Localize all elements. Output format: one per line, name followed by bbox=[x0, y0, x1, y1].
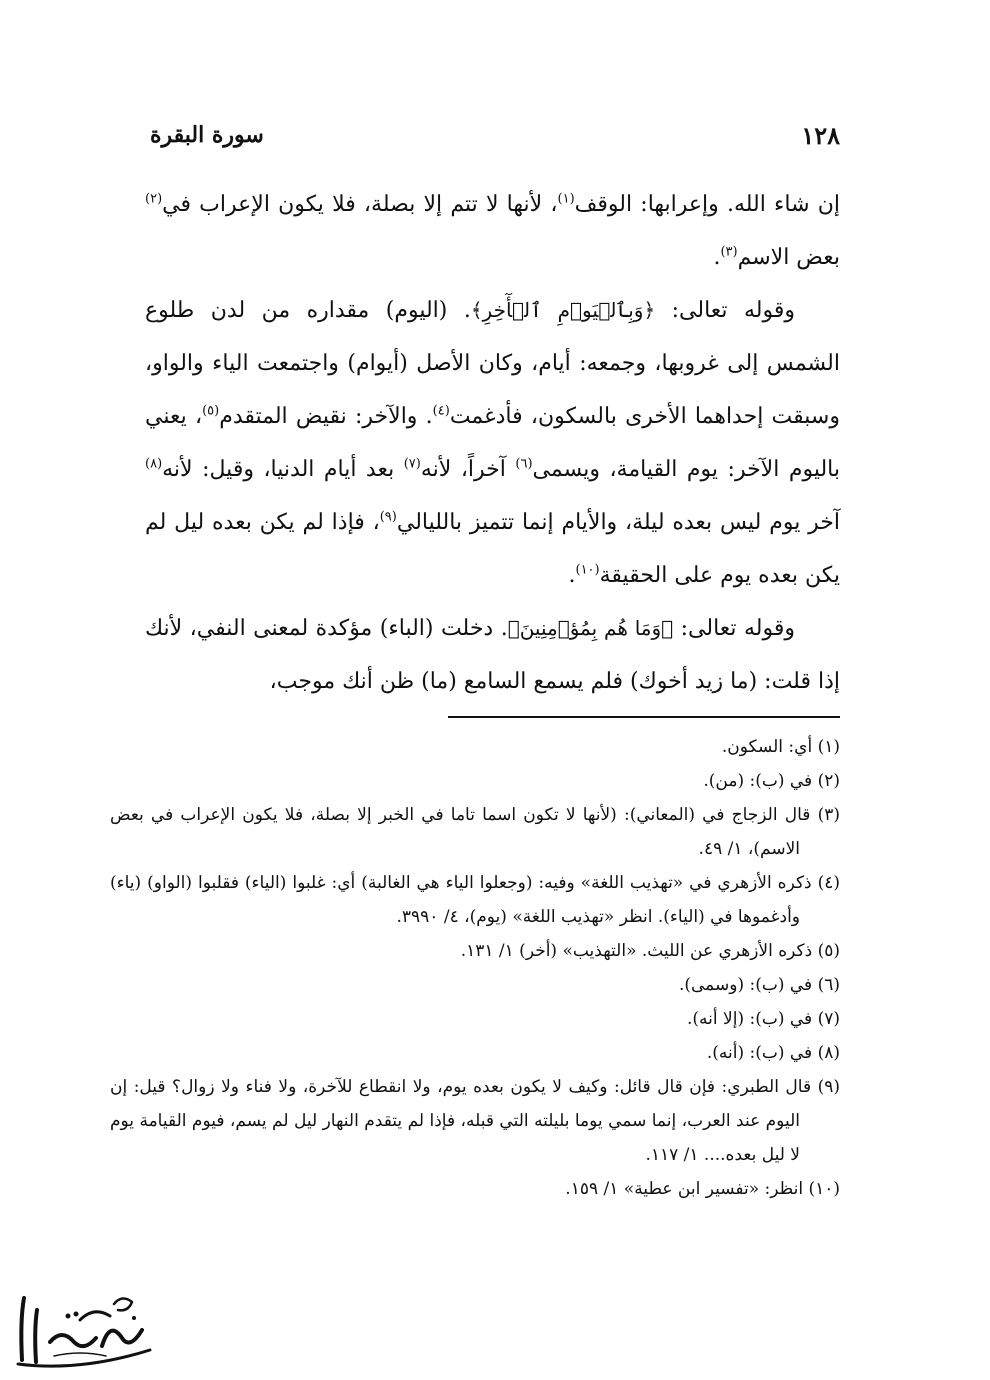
footnote: (٤) ذكره الأزهري في «تهذيب اللغة» وفيه: (وجعلوا الياء هي الغالبة) أي: غلبوا (الياء) فقلبوا (الواو) (ياء) وأدغموها في (الياء). انظر «تهذيب اللغة» (يوم)، ٤/ ٣٩٩٠. bbox=[110, 873, 840, 927]
text-run: وقوله تعالى: bbox=[673, 616, 796, 641]
footnote-ref: (٤) bbox=[432, 403, 450, 419]
main-text bbox=[145, 178, 840, 708]
text-run: ، لأنها لا تتم إلا بصلة، فلا يكون الإعراب في bbox=[162, 192, 558, 217]
footnote-ref: (٣) bbox=[720, 244, 738, 260]
text-run: بعد أيام الدنيا، وقيل: لأنه bbox=[162, 457, 404, 482]
text-run: . (اليوم) مقداره من لدن طلوع الشمس إلى غروبها، وجمعه: أيام، وكان الأصل (أيوام) واجتمعت الياء والواو، وسبقت إحداهما الأخرى بالسكون، فأدغمت bbox=[145, 298, 840, 429]
footnote-divider bbox=[448, 716, 840, 718]
footnote: (١) أي: السكون. bbox=[721, 737, 840, 757]
footnote-ref: (٨) bbox=[145, 456, 163, 472]
footnote-ref: (٩) bbox=[379, 509, 397, 525]
footnote: (١٠) انظر: «تفسير ابن عطية» ١/ ١٥٩. bbox=[565, 1179, 840, 1199]
text-run: . دخلت (الباء) مؤكدة لمعنى النفي، لأنك إذا قلت: (ما زيد أخوك) فلم يسمع السامع (ما) ظن أنك موجب، bbox=[145, 616, 840, 694]
footnotes bbox=[110, 730, 840, 1206]
footnote-ref: (٦) bbox=[515, 456, 533, 472]
surah-title: سورة البقرة bbox=[150, 122, 264, 148]
text-run: إن شاء الله. وإعرابها: الوقف bbox=[574, 192, 840, 217]
text-run: . bbox=[713, 245, 721, 270]
page-number: ١٢٨ bbox=[801, 120, 840, 150]
text-run: بعض الاسم bbox=[737, 245, 840, 270]
calligraphic-logo-icon bbox=[10, 1280, 160, 1375]
paragraph-1 bbox=[145, 178, 840, 284]
footnote-ref: (١) bbox=[557, 191, 575, 207]
paragraph-2 bbox=[145, 284, 840, 602]
footnote-ref: (١٠) bbox=[575, 562, 600, 578]
footnote: (٨) في (ب): (أنه). bbox=[706, 1043, 840, 1063]
text-run: ، فإذا لم يكن بعده ليل لم يكن بعده يوم على الحقيقة bbox=[145, 510, 840, 588]
text-run: آخراً، لأنه bbox=[420, 457, 516, 482]
footnote: (٧) في (ب): (إلا أنه). bbox=[687, 1009, 840, 1029]
text-run: وقوله تعالى: bbox=[655, 298, 795, 323]
footnote: (٩) قال الطبري: فإن قال قائل: وكيف لا يكون بعده يوم، ولا انقطاع للآخرة، ولا فناء ولا زوال؟ قيل: إن اليوم عند العرب، إنما سمي يوما بليلته التي قبله، فإذا لم يتقدم النهار ليل لم يسم، فيوم القيامة يوم لا ليل بعده.... ١/ ١١٧. bbox=[110, 1077, 840, 1165]
footnote: (٥) ذكره الأزهري عن الليث. «التهذيب» (أخر) ١/ ١٣١. bbox=[460, 941, 840, 961]
page-header bbox=[150, 112, 840, 158]
text-run: ، يعني باليوم الآخر: يوم القيامة، ويسمى bbox=[145, 404, 840, 482]
quran-verse: ﴿وَمَا هُم بِمُؤۡمِنِينَ﴾ bbox=[507, 616, 674, 640]
paragraph-3 bbox=[145, 602, 840, 708]
quran-verse: ﴿وَبِٱلۡيَوۡمِ ٱلۡأٓخِرِ﴾ bbox=[470, 298, 656, 322]
text-run: . bbox=[568, 563, 576, 588]
footnote-ref: (٥) bbox=[202, 403, 220, 419]
text-run: آخر يوم ليس بعده ليلة، والأيام إنما تتميز بالليالي bbox=[396, 510, 840, 535]
footnote-ref: (٧) bbox=[403, 456, 421, 472]
footnote: (٦) في (ب): (وسمى). bbox=[678, 975, 840, 995]
footnote: (٣) قال الزجاج في (المعاني): (لأنها لا تكون اسما تاما في الخبر إلا بصلة، فلا يكون الإعراب في بعض الاسم)، ١/ ٤٩. bbox=[110, 805, 840, 859]
footnote-ref: (٢) bbox=[145, 191, 163, 207]
text-run: . والآخر: نقيض المتقدم bbox=[219, 404, 433, 429]
footnote: (٢) في (ب): (من). bbox=[703, 771, 840, 791]
